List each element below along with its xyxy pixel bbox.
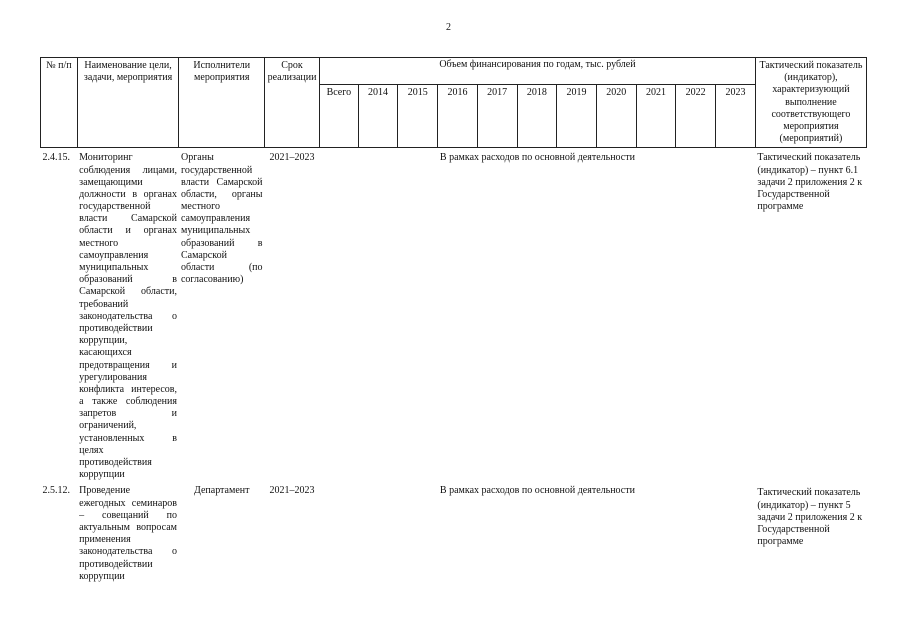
header-year: 2017 [477, 85, 517, 148]
header-year: 2023 [716, 85, 756, 148]
header-year: 2018 [517, 85, 557, 148]
table-header-row [41, 58, 867, 85]
header-financing: Объем финансирования по годам, тыс. рублей [320, 58, 756, 85]
header-executors: Исполнители мероприятия [179, 58, 265, 148]
row-term: 2021–2023 [269, 152, 315, 164]
header-total: Всего [320, 85, 359, 148]
table-row [41, 150, 867, 483]
row-num: 2.5.12. [42, 485, 70, 497]
program-table [40, 57, 867, 585]
header-name: Наименование цели, задачи, мероприятия [77, 58, 179, 148]
header-year: 2021 [636, 85, 676, 148]
header-year: 2020 [596, 85, 636, 148]
row-executors: Органы государственной власти Самарской области, органы местного самоуправления муниципальных образований в Самарской области (по согласованию) [180, 152, 263, 286]
header-year: 2014 [358, 85, 398, 148]
row-financing: В рамках расходов по основной деятельности [439, 485, 635, 497]
table-row [41, 483, 867, 585]
row-financing: В рамках расходов по основной деятельности [439, 152, 635, 164]
header-num: № п/п [41, 58, 78, 148]
header-year: 2015 [398, 85, 438, 148]
header-year: 2016 [438, 85, 478, 148]
page-number: 2 [446, 22, 451, 33]
header-year: 2019 [557, 85, 597, 148]
header-year: 2022 [676, 85, 716, 148]
row-indicator: Тактический показатель (индикатор) – пункт 5 задачи 2 приложения 2 к Государственной программе [757, 487, 863, 548]
header-term: Срок реализации [265, 58, 320, 148]
header-indicator: Тактический показатель (индикатор), характеризующий выполнение соответствующего мероприятия (мероприятий) [755, 58, 866, 148]
row-name: Проведение ежегодных семинаров – совещаний по актуальным вопросам применения законодательства о противодействии коррупции [79, 485, 177, 582]
row-num: 2.4.15. [42, 152, 70, 164]
row-name: Мониторинг соблюдения лицами, замещающими должности в органах государственной власти Самарской области и органах местного самоуправления муниципальных образований в Самарской области, требований законодательства о противодействии коррупции, касающихся предотвращения и урегулирования конфликта интересов, а также соблюдения запретов и ограничений, установленных в целях противодействия коррупции [79, 152, 177, 481]
row-term: 2021–2023 [269, 485, 315, 497]
row-indicator: Тактический показатель (индикатор) – пункт 6.1 задачи 2 приложения 2 к Государственной программе [757, 152, 863, 213]
row-executors: Департамент [194, 485, 250, 497]
